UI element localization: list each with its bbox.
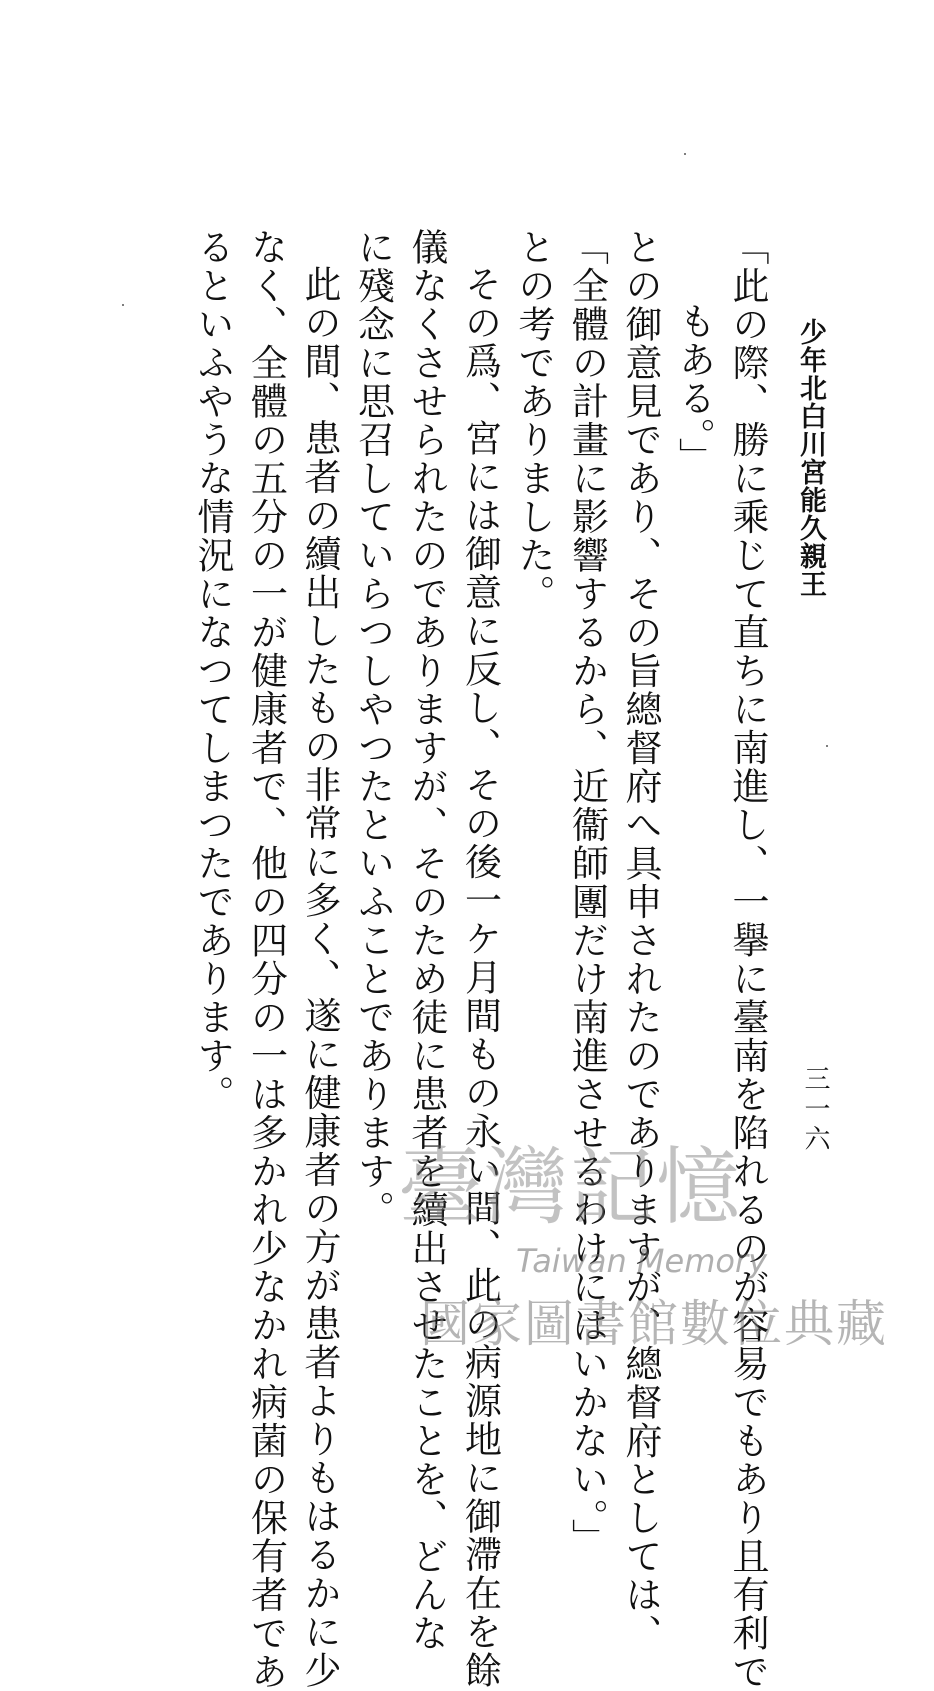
page-number: 三一六 bbox=[800, 1065, 830, 1155]
text-column: るといふやうな情況になつてしまつたであります。 bbox=[191, 228, 234, 1114]
watermark-english: Taiwan Memory bbox=[516, 1242, 768, 1280]
text-column: その爲、宮には御意に反し、その後一ケ月間もの永い間、此の病源地に御滯在を餘 bbox=[458, 265, 502, 1690]
scan-speck bbox=[826, 745, 828, 747]
running-title: 少年北白川宮能久親王 bbox=[795, 318, 826, 598]
watermark-institution: 國家圖書館數位典藏 bbox=[420, 1295, 888, 1353]
scan-speck bbox=[122, 304, 124, 306]
text-column: 此の間、患者の續出したもの非常に多く、遂に健康者の方が患者よりもはるかに少 bbox=[298, 265, 341, 1690]
watermark-logo: 臺灣記憶 bbox=[398, 1138, 743, 1236]
body-text bbox=[186, 228, 775, 1691]
scan-speck bbox=[684, 153, 686, 155]
text-column: なく、全體の五分の一が健康者で、他の四分の一は多かれ少なかれ病菌の保有者であ bbox=[244, 228, 288, 1691]
text-column: 儀なくさせられたのでありますが、そのため徒に患者を續出させたことを、どんな bbox=[405, 228, 448, 1653]
text-column: との考でありました。 bbox=[512, 228, 555, 613]
text-column: もある。」 bbox=[672, 302, 716, 476]
text-column: との御意見であり、その旨總督府へ具申されたのでありますが、總督府としては、 bbox=[619, 228, 662, 1653]
text-column: 「此の際、勝に乘じて直ちに南進し、一擧に臺南を陷れるのが容易でもあり且有利で bbox=[726, 228, 769, 1691]
text-column: 「全體の計畫に影響するから、近衞師團だけ南進させるわけにはいかない。」 bbox=[565, 228, 609, 1557]
text-column: に殘念に思召していらつしやつたといふことであります。 bbox=[351, 228, 395, 1229]
